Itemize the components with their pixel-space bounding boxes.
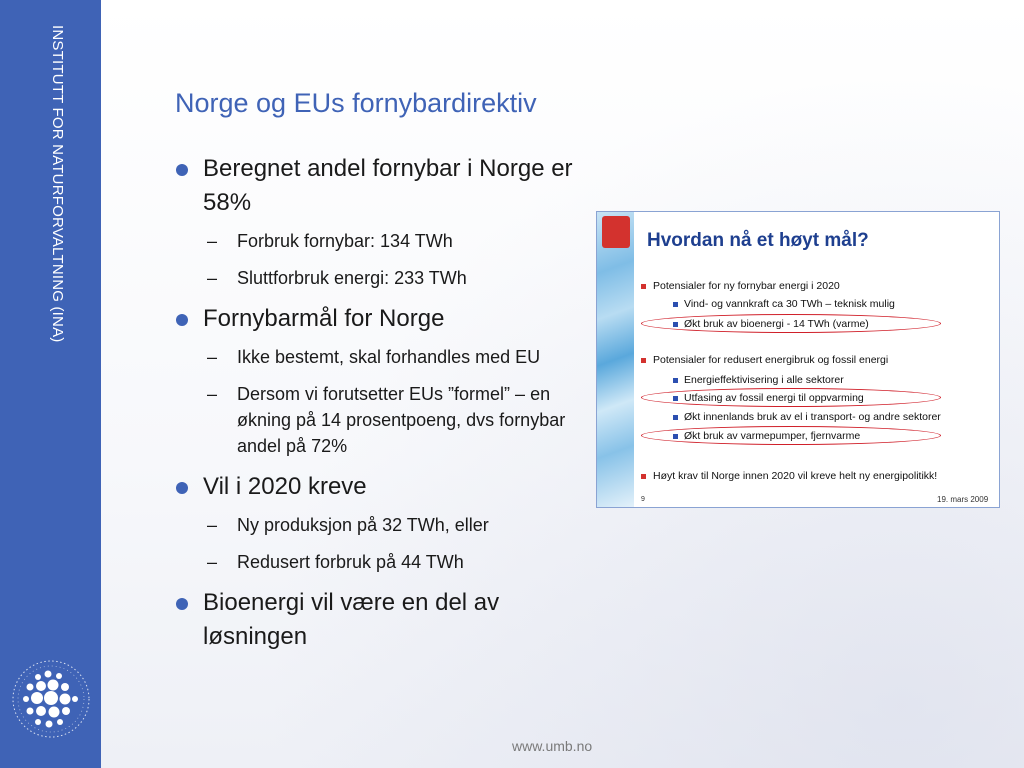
sub-bullet-list	[203, 344, 574, 459]
footer-url: www.umb.no	[512, 738, 593, 754]
embedded-sub-bullet: Energieffektivisering i alle sektorer	[684, 374, 844, 386]
dash-icon: –	[207, 552, 218, 572]
dash-icon: –	[207, 515, 218, 535]
bullet-dot-icon	[176, 164, 188, 176]
highlight-ellipse	[641, 314, 941, 333]
umb-dots-logo-icon	[8, 654, 94, 744]
institute-label: INSTITUTT FOR NATURFORVALTNING (INA)	[49, 25, 66, 343]
embedded-bullet: Potensialer for redusert energibruk og fossil energi	[653, 354, 889, 366]
dash-icon: –	[207, 384, 218, 404]
university-crest-icon	[602, 216, 630, 248]
slide-title: Norge og EUs fornybardirektiv	[175, 88, 537, 118]
bullet-item	[174, 152, 574, 291]
sub-bullet-item	[203, 228, 574, 254]
bullet-dot-icon	[176, 598, 188, 610]
embedded-slide-image	[596, 211, 1000, 508]
sidebar	[0, 0, 101, 768]
sub-bullet-list	[203, 512, 574, 575]
embedded-bullet: Potensialer for ny fornybar energi i 2020	[653, 280, 840, 292]
bullet-dot-icon	[176, 314, 188, 326]
embedded-bullet: Høyt krav til Norge innen 2020 vil kreve helt ny energipolitikk!	[653, 470, 938, 482]
highlight-ellipse	[641, 388, 941, 407]
sub-bullet-item	[203, 381, 574, 459]
ice-stripe-image	[597, 212, 634, 507]
sub-bullet-text: Forbruk fornybar: 134 TWh	[237, 231, 453, 251]
bullet-item	[174, 470, 574, 575]
sub-bullet-text: Redusert forbruk på 44 TWh	[237, 552, 464, 572]
sub-bullet-text: Ikke bestemt, skal forhandles med EU	[237, 347, 541, 367]
sub-bullet-text: Ny produksjon på 32 TWh, eller	[237, 515, 489, 535]
dash-icon: –	[207, 231, 218, 251]
embedded-sub-bullet: Utfasing av fossil energi til oppvarming	[684, 392, 864, 404]
sub-bullet-text: Sluttforbruk energi: 233 TWh	[237, 268, 467, 288]
embedded-sub-bullet: Økt innenlands bruk av el i transport- og andre sektorer	[684, 411, 941, 423]
highlight-ellipse	[641, 426, 941, 445]
embedded-sub-bullet: Økt bruk av varmepumper, fjernvarme	[684, 430, 861, 442]
dash-icon: –	[207, 268, 218, 288]
sub-bullet-item	[203, 549, 574, 575]
bullet-list	[174, 152, 574, 660]
sub-bullet-text: Dersom vi forutsetter EUs ”formel” – en økning på 14 prosentpoeng, dvs fornybar andel på 72%	[237, 384, 566, 456]
bullet-text: Beregnet andel fornybar i Norge er 58%	[203, 155, 573, 216]
sub-bullet-item	[203, 344, 574, 370]
embedded-sub-bullet: Vind- og vannkraft ca 30 TWh – teknisk mulig	[684, 298, 895, 310]
bullet-item	[174, 586, 574, 654]
embedded-slide-title: Hvordan nå et høyt mål?	[647, 230, 869, 251]
bullet-item	[174, 302, 574, 459]
sub-bullet-item	[203, 265, 574, 291]
dash-icon: –	[207, 347, 218, 367]
sub-bullet-item	[203, 512, 574, 538]
bullet-dot-icon	[176, 482, 188, 494]
sub-bullet-list	[203, 228, 574, 291]
embedded-date: 19. mars 2009	[937, 495, 989, 504]
embedded-sub-bullet: Økt bruk av bioenergi - 14 TWh (varme)	[684, 318, 869, 330]
embedded-page-number: 9	[641, 496, 645, 503]
bullet-text: Bioenergi vil være en del av løsningen	[203, 589, 500, 650]
bullet-text: Fornybarmål for Norge	[203, 305, 445, 332]
bullet-text: Vil i 2020 kreve	[203, 473, 367, 500]
